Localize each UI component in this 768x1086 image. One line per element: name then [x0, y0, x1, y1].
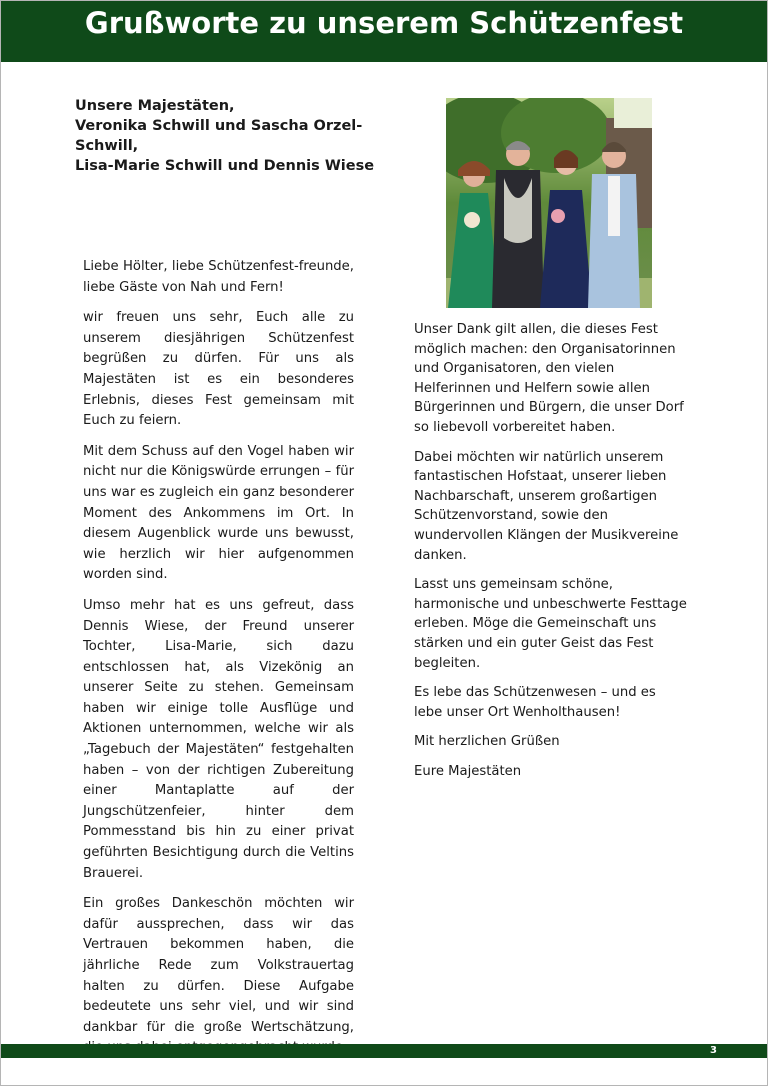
footer-bar: [1, 1044, 767, 1058]
paragraph: Lasst uns gemeinsam schöne, harmonische und unbeschwerte Festtage erleben. Möge die Gemeinschaft uns stärken und ein guter Geist das Fest begleiten.: [414, 577, 687, 671]
paragraph: Liebe Hölter, liebe Schützenfest-freunde, liebe Gäste von Nah und Fern!: [83, 259, 354, 295]
paragraph: Umso mehr hat es uns gefreut, dass Dennis Wiese, der Freund unserer Tochter, Lisa-Marie, sich dazu entschlossen hat, als Vizekönig an unserer Seite zu stehen. Gemeinsam haben wir einige tolle Ausflüge und Aktionen unternommen, welche wir als „Tagebuch der Majestäten“ festgehalten haben – von der richtigen Zubereitung einer Mantaplatte auf der Jungschützenfeier, hinter dem Pommesstand bis hin zu einer privat geführten Besichtigung durch die Veltins Brauerei.: [83, 597, 354, 881]
addressee-block: [75, 96, 375, 176]
paragraph: Dabei möchten wir natürlich unserem fantastischen Hofstaat, unserer lieben Nachbarschaft, unserem großartigen Schützenvorstand, sowie den wundervollen Klängen der Musikvereine danken.: [414, 449, 679, 563]
signature-line: Eure Majestäten: [414, 763, 522, 779]
addressee-line: Lisa-Marie Schwill und Dennis Wiese: [75, 158, 375, 174]
right-text-column: [414, 320, 688, 791]
paragraph: Ein großes Dankeschön möchten wir dafür aussprechen, dass wir das Vertrauen bekommen haben, die jährliche Rede zum Volkstrauertag halten zu dürfen. Diese Aufgabe bedeutete uns sehr viel, und wir sind dankbar für die große Wertschätzung,: [83, 896, 354, 1035]
paragraph: wir freuen uns sehr, Euch alle zu unserem diesjährigen Schützenfest begrüßen zu dürfen. Für uns als Majestäten ist es ein besonderes Erlebnis, dieses Fest gemeinsam mit Euch zu feiern.: [83, 310, 354, 429]
page-title: Grußworte zu unserem Schützenfest: [84, 6, 684, 40]
addressee-line: Unsere Majestäten,: [75, 98, 235, 114]
closing-line: Mit herzlichen Grüßen: [414, 734, 560, 750]
paragraph: Unser Dank gilt allen, die dieses Fest möglich machen: den Organisatorinnen und Organisatoren, den vielen Helferinnen und Helfern sowie allen Bürgerinnen und Bürgern, die unser Dorf so liebevoll vorbereitet haben.: [414, 322, 684, 435]
left-text-column: [83, 257, 354, 1069]
addressee-line: Veronika Schwill und Sascha Orzel-Schwill,: [75, 118, 363, 154]
majesties-photo: [446, 98, 652, 308]
page-number: 3: [710, 1045, 717, 1056]
paragraph: Mit dem Schuss auf den Vogel haben wir nicht nur die Königswürde errungen – für uns war es zugleich ein ganz besonderer Moment des Ankommens im Ort. In diesem Augenblick wurde uns bewusst, wie herzlich wir hier aufgenommen worden sind.: [83, 443, 354, 583]
header-bar: [1, 1, 767, 62]
paragraph: Es lebe das Schützenwesen – und es lebe unser Ort Wenholthausen!: [414, 685, 656, 720]
